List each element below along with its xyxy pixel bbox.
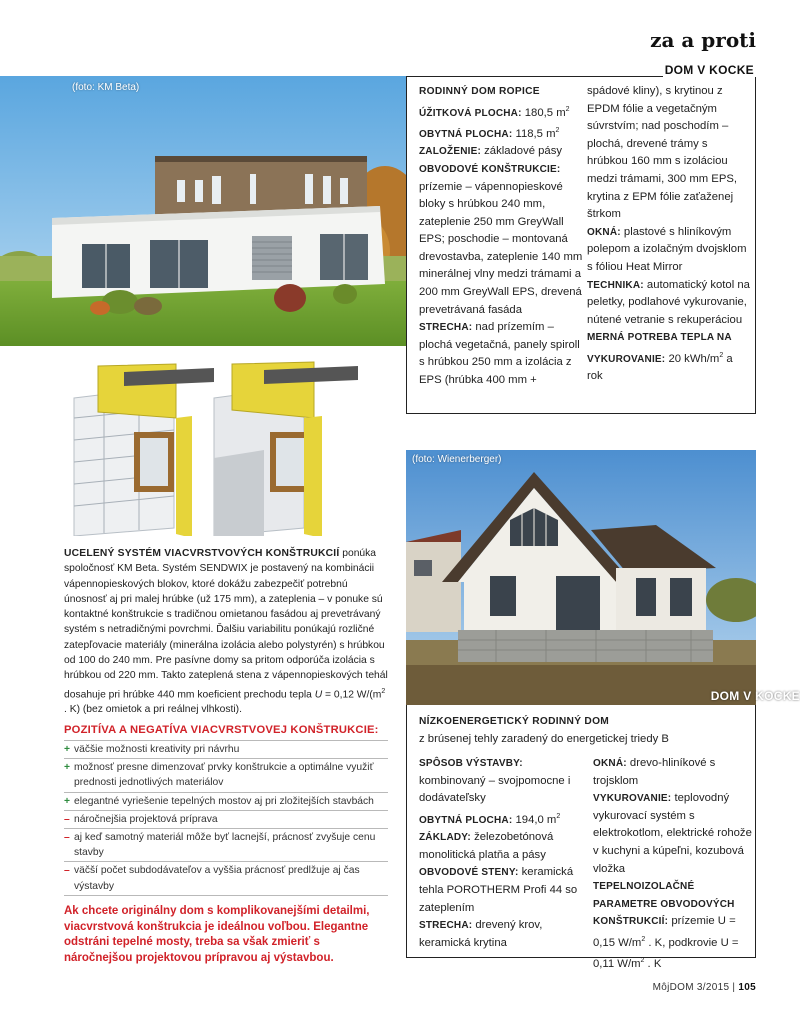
spec-value: drevený krov, keramická krytina [419,919,543,949]
house-specs-box-ropice [406,63,756,414]
spec-sup-2: 2 [640,957,645,965]
spec-item [419,122,587,143]
u-value: = 0,12 W/(m [322,689,382,701]
spec-item [419,101,587,122]
spec-item [587,83,751,224]
photo-credit-2: (foto: Wienerberger) [412,454,502,465]
spec-key: VYKUROVANIE: [593,793,672,805]
spec-value: prízemie – vápennopieskové bloky s hrúbkou 240 mm, zateplenie 250 mm GreyWall EPS; poschodie – montovaná drevostavba, zateplenie 140 mm minerálnej vlny medzi trámami a 200 mm GreyWall EPS, drevená prevetrávaná fasáda [419,180,583,316]
spec-item [419,161,587,319]
spec-value: plastové s hliníkovým polepom a izolačným dvojsklom s fóliou Heat Mirror [587,225,747,273]
specs2-column-1 [419,755,589,952]
plus-sign: + [64,744,71,755]
spec-key: ZÁKLADY: [419,832,471,844]
spec-item [419,808,589,829]
page-footer [653,982,756,993]
spec-value: 118,5 m [512,127,556,140]
specs-column-1 [419,83,587,390]
spec-key: STRECHA: [419,322,473,334]
spec-value: spádové kliny), s krytinou z EPDM fólie a vegetačným súvrstvím; nad poschodím – plochá, drevené trámy s hrúbkou 160 mm s izoláciou medzi trámami, 300 mm EPS, krytina z EPM fólie zaťaženej štrkom [587,85,738,221]
magazine-issue: MôjDOM 3/2015 [652,982,730,993]
spec-sup: 2 [556,812,561,820]
photo-credit: (foto: KM Beta) [72,82,140,93]
box2-heading [419,713,749,748]
spec-item [419,864,589,917]
pros-cons-list [64,740,388,896]
spec-sup: 2 [565,105,570,113]
page-number: 105 [738,982,756,993]
pros-cons-item [64,793,388,811]
spec-key: OKNÁ: [593,758,627,769]
spec-item [419,755,589,808]
spec-value: 20 kWh/m [665,352,720,365]
spec-item [593,755,753,790]
spec-value: železobetónová monolitická platňa a pásy [419,831,554,861]
sendwix-description [64,546,390,718]
spec-sup: 2 [641,935,646,943]
spec-key: OBVODOVÉ STENY: [419,867,519,879]
pros-cons-text: elegantné vyriešenie tepelných mostov aj pri zložitejších stavbách [74,795,374,807]
spec-key: TEPELNOIZOLAČNÉ PARAMETRE OBVODOVÝCH KONŠTRUKCIÍ: [593,881,735,928]
spec-key: OBYTNÁ PLOCHA: [419,814,513,826]
description-text: ponúka spoločnosť KM Beta. Systém SENDWIX je postavený na kombinácii vápennopieskových blokov, ktoré dokážu zabezpečiť potrebnú únosnosť aj pri malej hrúbke (už 175 mm), a zateplenia – v ponuke sú kontaktné konštrukcie s tradičnou omietanou fasádou aj prevetrávaný systém s netradičnými povrchmi. Ďalšiu variabilitu ponúkajú rozličné zatepľovacie materiály (minerálna izolácia alebo polystyrén) s hrúbkou od 100 do 240 mm. Pre pasívne domy sa pritom odporúča izolácia s hrúbkou od 220 mm. Takto zateplená stena z vápennopieskových tehál dosahuje pri hrúbke 440 mm koeficient prechodu tepla [64,548,388,701]
pros-cons-item [64,862,388,895]
description-lead: UCELENÝ SYSTÉM VIACVRSTVOVÝCH KONŠTRUKCIÍ [64,548,340,559]
spec-value: drevo-hliníkové s trojsklom [593,757,716,787]
spec-value: základové pásy [481,145,563,158]
wall-construction-diagram [64,358,360,536]
spec-item [593,878,753,974]
spec-key: ZALOŽENIE: [419,146,481,158]
minus-sign: – [64,813,70,825]
insulated-wall-section [214,362,358,536]
pros-cons-item [64,740,388,759]
spec-item [419,829,589,864]
box-tag-2: DOM V KOCKE [710,689,800,703]
pros-cons-text: možnosť presne dimenzovať prvky konštrukcie a optimálne využiť prednosti jednotlivých materiálov [74,762,374,789]
spec-key: MERNÁ POTREBA TEPLA NA VYKUROVANIE: [587,332,732,365]
spec-item [419,143,587,161]
spec-item [419,917,589,952]
pros-cons-item [64,829,388,862]
house-specs-box-lowenergy [406,705,756,971]
specs-column-2 [587,83,751,386]
spec-value: automatický kotol na peletky, podlahové vykurovanie, nútené vetranie s rekuperáciou [587,278,750,326]
spec-item [593,790,753,878]
plus-sign: + [64,795,71,807]
house-illustration [0,76,406,346]
pros-cons-item [64,811,388,829]
spec-tail: a rok [587,352,733,383]
pros-cons-item [64,759,388,792]
house-name: RODINNÝ DOM ROPICE [419,86,540,97]
minus-sign: – [64,832,70,844]
house-name-2: NÍZKOENERGETICKÝ RODINNÝ DOM [419,716,610,727]
spec-tail: . K, podkrovie U = 0,11 W/m [593,936,739,971]
spec-value: 180,5 m [521,106,566,119]
house-subtitle-2: z brúsenej tehly zaradený do energetickej triedy B [419,732,669,745]
pros-cons-text: náročnejšia projektová príprava [74,813,218,825]
u-sup: 2 [381,687,386,695]
pros-cons-title: POZITÍVA A NEGATÍVA VIACVRSTVOVEJ KONŠTRUKCIE: [64,724,379,736]
footer-separator: | [732,982,739,993]
house-photo-wienerberger [406,450,756,705]
pros-cons-text: väčšie možnosti kreativity pri návrhu [74,744,240,755]
spec-key: OKNÁ: [587,226,621,238]
minus-sign: – [64,865,70,877]
spec-item [419,319,587,389]
spec-item [587,277,751,330]
house-illustration-2 [406,450,756,705]
spec-value: prízemie U = 0,15 W/m [593,915,736,949]
section-title: za a proti [650,28,756,52]
spec-tail-2: . K [644,958,662,971]
pros-cons-text: väčší počet subdodávateľov a vyššia prácnosť predlžuje aj čas výstavby [74,865,360,892]
spec-value: 194,0 m [512,813,557,826]
spec-value: teplovodný vykurovací systém s elektrokotlom, elektrické rohože v kuchyni a kúpeľni, kozubová vložka [593,792,752,875]
spec-key: OBYTNÁ PLOCHA: [419,128,513,140]
spec-key: TECHNIKA: [587,279,644,291]
house-photo-km-beta [0,76,406,346]
spec-item [587,329,751,386]
spec-sup: 2 [719,351,724,359]
callout-text: Ak chcete originálny dom s komplikovanejšími detailmi, viacvrstvová konštrukcia je ideálnou voľbou. Elegantne odstráni tepelné mosty, treba sa však zmieriť s náročnejšou projektovou prípravou aj výstavbou. [64,905,370,964]
spec-value: keramická tehla POROTHERM Profi 44 so zateplením [419,866,578,914]
spec-sup: 2 [555,126,560,134]
spec-value: kombinovaný – svojpomocne i dodávateľsky [419,774,571,805]
pros-cons-text: aj keď samotný materiál môže byť lacnejší, prácnosť zvyšuje cenu stavby [74,832,376,859]
masonry-wall-section [74,364,214,536]
spec-value: nad prízemím – plochá vegetačná, panely spiroll s hrúbkou 250 mm a izolácia z EPS (hrúbka 400 mm + [419,321,580,387]
plus-sign: + [64,762,71,774]
spec-key: ÚŽITKOVÁ PLOCHA: [419,107,522,119]
spec-key: SPÔSOB VÝSTAVBY: [419,758,523,769]
u-symbol: U [314,689,323,701]
box-tag: DOM V KOCKE [664,63,754,77]
spec-key: OBVODOVÉ KONŠTRUKCIE: [419,163,561,175]
spec-key: STRECHA: [419,920,473,932]
specs2-column-2 [593,755,753,974]
spec-item [587,224,751,277]
u-tail: . K) (bez omietok a pri reálnej vlhkosti). [64,704,242,716]
